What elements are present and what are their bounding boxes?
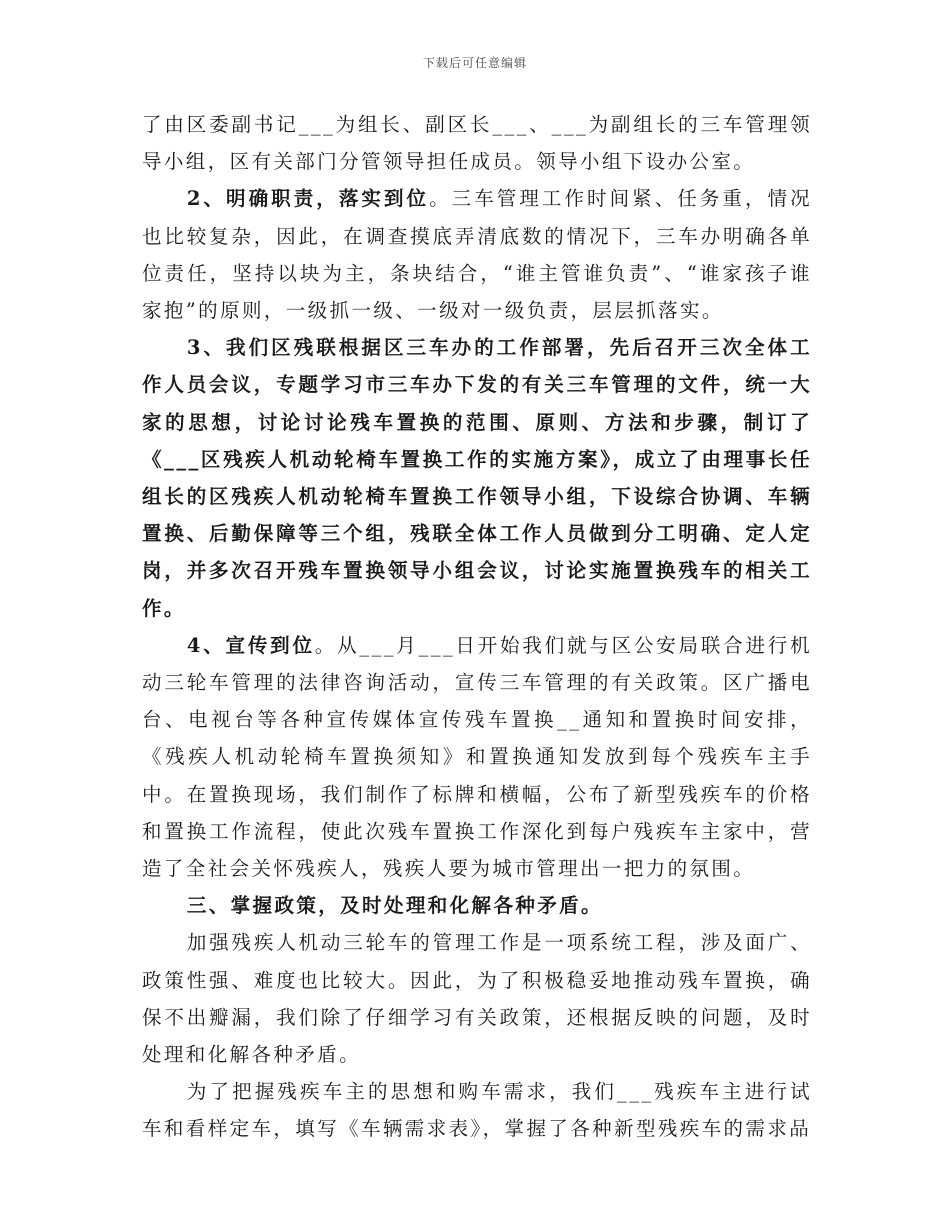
item-4-text: 。从___月___日开始我们就与区公安局联合进行机动三轮车管理的法律咨询活动，宣传三车管理的有关政策。区广播电台、电视台等各种宣传媒体宣传残车置换__通知和置换时间安排，《残疾人机动轮椅车置换须知》和置换通知发放到每个残疾车主手中。在置换现场，我们制作了标牌和横幅，公布了新型残疾车的价格和置换工作流程，使此次残车置换工作深化到每户残疾车主家中，营造了全社会关怀残疾人，残疾人要为城市管理出一把力的氛围。 xyxy=(142,633,812,881)
item-2-text: 。三车管理工作时间紧、任务重，情况也比较复杂，因此，在调查摸底弄清底数的情况下，三车办明确各单位责任，坚持以块为主，条块结合，“谁主管谁负责”、“谁家孩子谁家抱”的原则，一级抓一级、一级对一级负责，层层抓落实。 xyxy=(142,187,813,323)
paragraph-item-4 xyxy=(142,627,812,887)
item-4-heading: 4、宣传到位 xyxy=(186,633,315,657)
page-header: 下载后可任意编辑 xyxy=(422,56,527,70)
item-2-heading: 2、明确职责，落实到位 xyxy=(186,187,430,211)
paragraph-item-3: 3、我们区残联根据区三车办的工作部署，先后召开三次全体工作人员会议，专题学习市三车办下发的有关三车管理的文件，统一大家的思想，讨论讨论残车置换的范围、原则、方法和步骤，制订了《___区残疾人机动轮椅车置换工作的实施方案》，成立了由理事长任组长的区残疾人机动轮椅车置换工作领导小组，下设综合协调、车辆置换、后勤保障等三个组，残联全体工作人员做到分工明确、定人定岗，并多次召开残车置换领导小组会议，讨论实施置换残车的相关工作。 xyxy=(142,336,812,620)
paragraph-section-3-detail: 为了把握残疾车主的思想和购车需求，我们___残疾车主进行试车和看样定车，填写《车辆需求表》，掌握了各种新型残疾车的需求品 xyxy=(142,1080,812,1141)
document-body xyxy=(142,106,812,1148)
paragraph-section-3-intro: 加强残疾人机动三轮车的管理工作是一项系统工程，涉及面广、政策性强、难度也比较大。因此，为了积极稳妥地推动残车置换，确保不出瓣漏，我们除了仔细学习有关政策，还根据反映的问题，及时处理和化解各种矛盾。 xyxy=(142,931,812,1067)
paragraph-continuation: 了由区委副书记___为组长、副区长___、___为副组长的三车管理领导小组，区有关部门分管领导担任成员。领导小组下设办公室。 xyxy=(142,113,812,174)
paragraph-item-2 xyxy=(142,180,812,329)
section-heading-3: 三、掌握政策，及时处理和化解各种矛盾。 xyxy=(186,894,603,918)
